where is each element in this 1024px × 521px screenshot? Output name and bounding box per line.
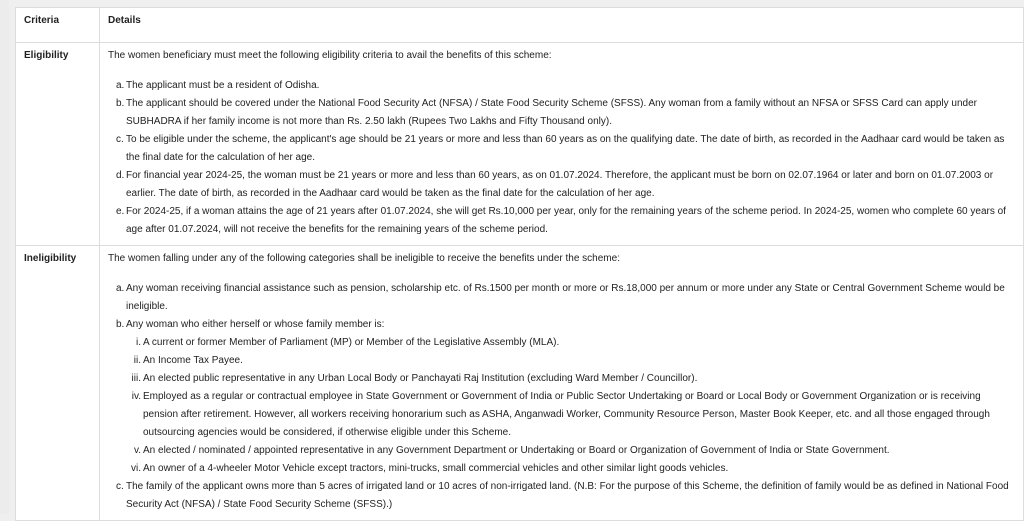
list-item [108,131,1015,167]
sub-list-item-text: An Income Tax Payee. [143,355,243,366]
list-marker: d. [116,170,125,181]
table-row-eligibility [16,43,1024,246]
table-row-ineligibility [16,246,1024,521]
ineligibility-intro: The women falling under any of the following categories shall be ineligible to receive the benefits under the scheme: [108,253,620,264]
sub-list-item-text: An elected / nominated / appointed representative in any Government Department or Undertaking or Board or Organization of Government of India or State Government. [143,445,890,456]
sub-list-marker: iii. [131,373,141,384]
ineligibility-list [108,280,1015,514]
list-item [108,478,1015,514]
left-edge-strip [0,0,9,514]
sub-list-marker: iv. [131,391,141,402]
list-item-text: Any woman receiving financial assistance such as pension, scholarship etc. of Rs.1500 per month or more or Rs.18,000 per annum or more under any State or Central Government Scheme would be ineligible. [126,283,1005,312]
list-item [108,95,1015,131]
eligibility-list [108,77,1015,239]
sub-list-item [126,334,1015,352]
sub-list-item-text: Employed as a regular or contractual employee in State Government or Government of India or Public Sector Undertaking or Board or Local Body or Government Organization or is receiving pension after retirement. However, all workers receiving honorarium such as ASHA, Anganwadi Worker, Community Resource Person, Master Book Keeper, etc. and all those engaged through outsourcing agencies would be considered, if otherwise eligible under this Scheme. [143,391,990,438]
sub-list-item [126,460,1015,478]
details-cell-eligibility [100,43,1024,246]
list-marker: e. [116,206,125,217]
list-item [108,316,1015,478]
sub-list [126,334,1015,478]
header-details: Details [100,8,1024,43]
sub-list-item-text: A current or former Member of Parliament (MP) or Member of the Legislative Assembly (MLA). [143,337,560,348]
list-item [108,77,1015,95]
list-item-text: To be eligible under the scheme, the applicant's age should be 21 years or more and less than 60 years as on the qualifying date. The date of birth, as recorded in the Aadhaar card would be taken as the final date for the calculation of her age. [126,134,1005,163]
list-item-text: The family of the applicant owns more than 5 acres of irrigated land or 10 acres of non-irrigated land. (N.B: For the purpose of this Scheme, the definition of family would be as defined in National Food Security Act (NFSA) / State Food Security Scheme (SFSS).) [126,481,1009,510]
list-item-text: The applicant should be covered under the National Food Security Act (NFSA) / State Food Security Scheme (SFSS). Any woman from a family without an NFSA or SFSS Card can apply under SUBHADRA if her family income is not more than Rs. 2.50 lakh (Rupees Two Lakhs and Fifty Thousand only). [126,98,977,127]
list-item-text: The applicant must be a resident of Odisha. [126,80,320,91]
sub-list-item-text: An elected public representative in any Urban Local Body or Panchayati Raj Institution (excluding Ward Member / Councillor). [143,373,698,384]
criteria-cell-ineligibility: Ineligibility [16,246,100,521]
header-row [16,8,1024,43]
sub-list-marker: v. [133,445,141,456]
list-item [108,167,1015,203]
list-item-text: For financial year 2024-25, the woman must be 21 years or more and less than 60 years, as on 01.07.2024. Therefore, the applicant must be born on 02.07.1964 or later and born on 01.07.2003 or earlier. The date of birth, as recorded in the Aadhaar card would be taken as the final date for the calculation of her age. [126,170,994,199]
sub-list-marker: vi. [131,463,141,474]
list-marker: a. [116,283,125,294]
list-item-text: For 2024-25, if a woman attains the age of 21 years after 01.07.2024, she will get Rs.10,000 per year, only for the remaining years of the scheme period. In 2024-25, women who complete 60 years of age after 01.07.2024, will not receive the benefits for the remaining years of the scheme period. [126,206,1006,235]
sub-list-marker: i. [136,337,141,348]
sub-list-item [126,370,1015,388]
sub-list-marker: ii. [133,355,141,366]
list-marker: a. [116,80,125,91]
list-item [108,280,1015,316]
list-marker: b. [116,319,125,330]
sub-list-item [126,442,1015,460]
sub-list-item [126,388,1015,442]
header-criteria: Criteria [16,8,100,43]
sub-list-item [126,352,1015,370]
list-item [108,203,1015,239]
sub-list-item-text: An owner of a 4-wheeler Motor Vehicle except tractors, mini-trucks, small commercial vehicles and other similar light goods vehicles. [143,463,729,474]
list-item-text: Any woman who either herself or whose family member is: [126,319,385,330]
details-cell-ineligibility [100,246,1024,521]
list-marker: c. [116,481,124,492]
list-marker: c. [116,134,124,145]
criteria-table [15,7,1024,521]
list-marker: b. [116,98,125,109]
criteria-cell-eligibility: Eligibility [16,43,100,246]
eligibility-intro: The women beneficiary must meet the following eligibility criteria to avail the benefits of this scheme: [108,50,552,61]
